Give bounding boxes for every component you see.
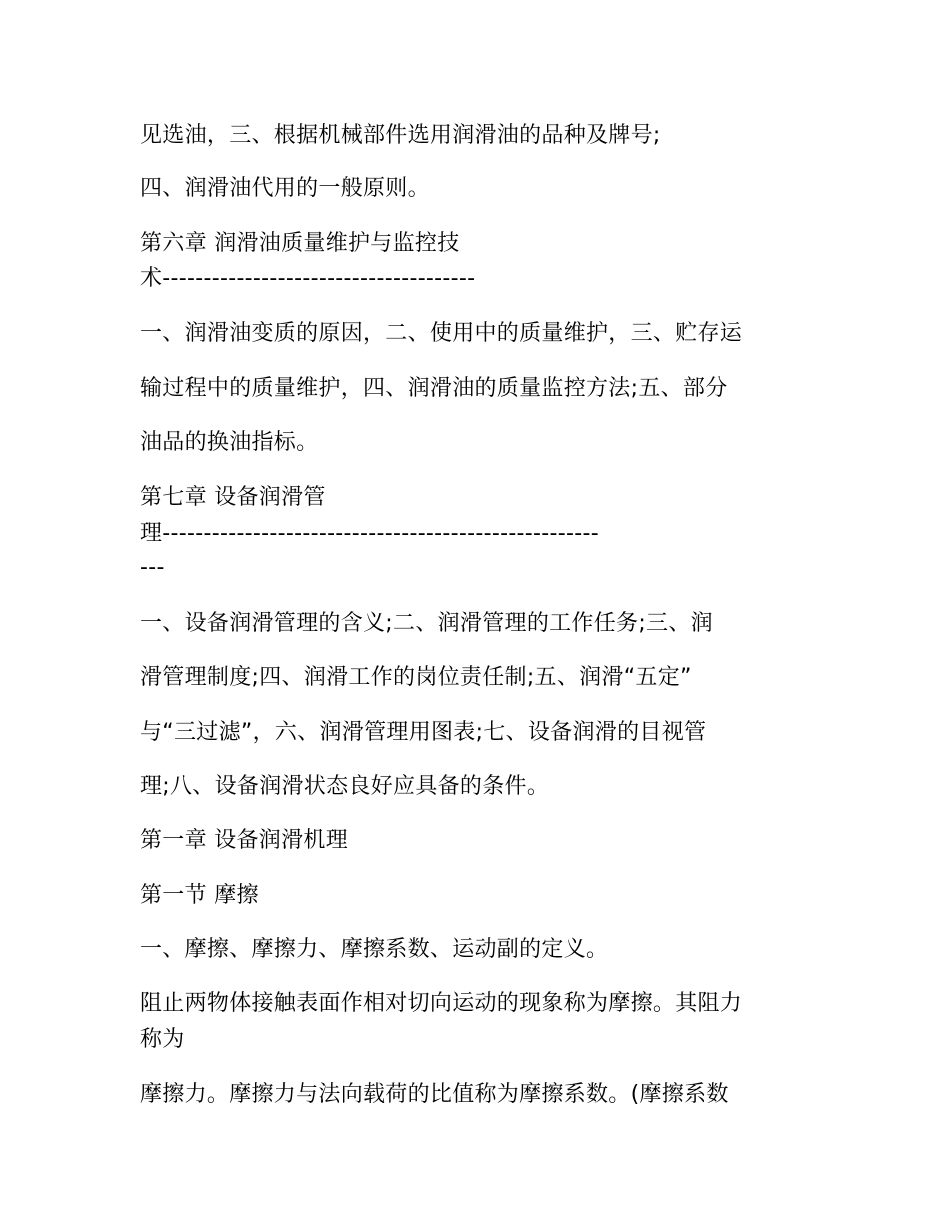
text-line: 输过程中的质量维护，四、润滑油的质量监控方法;五、部分 xyxy=(140,376,728,401)
text-line: 见选油，三、根据机械部件选用润滑油的品种及牌号; xyxy=(140,123,661,148)
text-line: 一、设备润滑管理的含义;二、润滑管理的工作任务;三、润 xyxy=(140,611,713,636)
text-line: 一、摩擦、摩擦力、摩擦系数、运动副的定义。 xyxy=(140,937,609,962)
chapter-heading: 第七章 设备润滑管 xyxy=(140,485,326,510)
chapter-heading: 第六章 润滑油质量维护与监控技 xyxy=(140,231,460,256)
text-line: 摩擦力。摩擦力与法向载荷的比值称为摩擦系数。(摩擦系数 xyxy=(140,1082,729,1107)
chapter-heading-continuation: --- xyxy=(140,555,165,580)
chapter-heading: 第一章 设备润滑机理 xyxy=(140,828,348,853)
text-line: 滑管理制度;四、润滑工作的岗位责任制;五、润滑“五定” xyxy=(140,665,692,690)
text-line: 与“三过滤”，六、润滑管理用图表;七、设备润滑的目视管 xyxy=(140,720,707,745)
section-heading: 第一节 摩擦 xyxy=(140,883,259,908)
text-line: 称为 xyxy=(140,1027,185,1052)
chapter-heading-continuation: 术-------------------------------------- xyxy=(140,266,476,291)
text-line: 油品的换油指标。 xyxy=(140,430,319,455)
text-line: 理;八、设备润滑状态良好应具备的条件。 xyxy=(140,774,550,799)
chapter-heading-continuation: 理----------------------------------------------------- xyxy=(140,521,599,546)
text-line: 一、润滑油变质的原因，二、使用中的质量维护，三、贮存运 xyxy=(140,321,743,346)
text-line: 阻止两物体接触表面作相对切向运动的现象称为摩擦。其阻力 xyxy=(140,991,743,1016)
text-line: 四、润滑油代用的一般原则。 xyxy=(140,176,430,201)
